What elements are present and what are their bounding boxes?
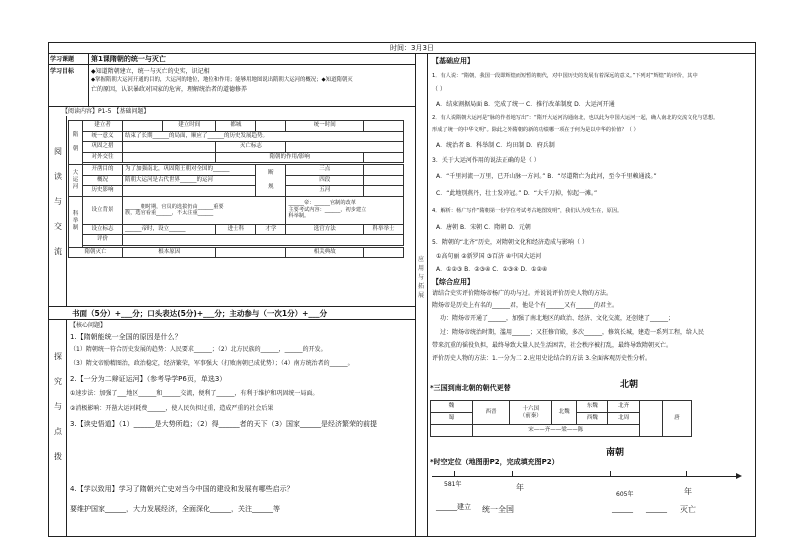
- b5: 5．隋朝的“北齐”历史，对隋朝文化和经济造成与影响（ ）: [432, 239, 588, 246]
- b1: 1．有人说：“隋朝，我国一段即辉煌而短暂的朝代，对中国历史的发展有着深远的意义。”下列对“辉煌”的评价，其中: [432, 73, 698, 79]
- timeline-b3: ______: [612, 505, 633, 513]
- timeline-year-2: 年: [684, 487, 692, 496]
- c2: 隋炀帝是历史上有名的______君，他是个有______又有______的君主。: [432, 302, 619, 309]
- comp-apply-label: 【综合应用】: [432, 278, 474, 286]
- dynasty-label: *三国到南北朝的朝代更替: [430, 384, 511, 392]
- sui-vertical: 隋 朝: [69, 121, 83, 165]
- b5-options: A．①②③ B．②③④ C．①③④ D．①②④: [436, 266, 548, 273]
- b4-options: A．唐朝 B．宋朝 C．隋朝 D．元朝: [436, 224, 531, 231]
- b2-options: A．统治者 B．科举制 C．均田制 D．府兵制: [436, 142, 555, 149]
- side-apply-label: 应 用 与 拓 展: [417, 256, 424, 299]
- timeline-arrow-icon: [736, 473, 742, 479]
- c1: 请结合史实评价隋炀帝杨广的功与过。并说说评价历史人物的方法。: [432, 290, 613, 297]
- goal-label: 学习目标: [50, 68, 75, 75]
- side-core-label: 探 究 与 点 拨: [54, 352, 62, 461]
- goal-line-1: ◆知道隋朝建立，统一与灭亡的史实，识记相: [91, 68, 210, 75]
- timeline-b4: ______: [646, 505, 667, 513]
- time-label: 时间：3月3日: [390, 44, 434, 52]
- score-line: 书面（5分）+___分；口头表达(5分)+___分；主动参与（一次1分）+___分: [72, 309, 328, 318]
- question-4: 4.【学以致用】学习了隋朝兴亡史对当今中国的建设和发展有哪些启示？: [70, 485, 294, 493]
- keju-vertical: 科 举 制: [69, 196, 83, 247]
- b3-options-2: C．“此地别燕丹，壮士发冲冠。” D．“大千刀掉，惊起一滩。”: [436, 190, 598, 197]
- timeline-label: *时空定位（地图册P2，完成填充图P2）: [430, 458, 559, 466]
- canal-shape-vertical: 断 规: [256, 165, 286, 197]
- c6: 评价历史人物的方法：1.一分为二 2.应用史论结合的方法 3.全面客观历史性分析。: [432, 355, 651, 362]
- c5: 带来沉重的徭役负担，最终导致大量人民生活困苦，社会秩序被打乱，最终导致隋朝灭亡。: [432, 342, 673, 349]
- narrow-column-divider: [427, 53, 428, 537]
- question-2: 2.【一分为二辩证运河】（参考导学P6页，单选3）: [70, 375, 227, 383]
- core-label: 【核心问题】: [70, 322, 107, 329]
- q1-line-a: （1）隋朝统一符合历史发展的趋势：人民要求______；（2）北方民族的______，______的开发。: [70, 346, 327, 353]
- b3-options-1: A．“千里河流一万里，已开山脉一方河。” B．“尽道隋亡为此河，至今千里赖通波。”: [436, 173, 657, 180]
- q1-line-b: （3）隋文帝励精图治，政治稳定，经济繁荣，军事强大（打败南朝已成优势）；（4）南方统治者的______。: [70, 360, 354, 367]
- timeline-year-1: 年: [516, 483, 524, 492]
- question-3: 3.【读史悟道】（1）______是大势所趋；（2）得______者的天下（3）国家______是经济繁荣的前提: [70, 420, 378, 428]
- timeline-b2: 统一全国: [482, 505, 514, 514]
- goal-line-2: ◆掌握隋朝大运河开通的目的，大运河的地位，地位和作用；能够用地图说出隋朝大运河的概况；◆知道隋朝灭: [91, 77, 353, 83]
- b1-paren: （ ）: [432, 86, 446, 93]
- basic-apply-label: 【基础应用】: [432, 57, 474, 65]
- side-read-label: 阅 读 与 交 流: [54, 147, 62, 256]
- q2-line-a: ①速步法：加强了___地区______和______交流，便利了______，有利于维护和巩固统一局面。: [70, 390, 319, 397]
- canal-vertical: 大 运 河: [69, 165, 83, 197]
- q2-line-b: ②消极影响：开凿大运河耗费______，使人民负担过重，造成严重的社会后果: [70, 405, 274, 412]
- q4-answer-line: 要维护国家______，大力发展经济，全面深化______，关注______等: [70, 505, 280, 513]
- topic-value: 第1课隋朝的统一与灭亡: [91, 55, 166, 63]
- b1-options: A．结束割据局面 B．完成了统一 C．推行改革制度 D．大运河开通: [436, 101, 615, 108]
- north-dynasty-label: 北朝: [620, 380, 639, 390]
- b4: 4．解析：杨广写作“隋朝第一份学位考试考古地图发明”，我们认为发生在，原因。: [432, 208, 623, 214]
- timeline-581: 581年: [444, 481, 462, 488]
- timeline-b5: 灭亡: [680, 505, 696, 514]
- label-divider: [88, 53, 89, 106]
- topic-label: 学习课题: [50, 56, 75, 63]
- b2-line-2: 形成了统一的中华文明“。除此之外隋朝的新的功绩哪一项在于何为是以中华的价值？（ ）: [432, 127, 639, 133]
- timeline-605: 605年: [616, 491, 634, 498]
- timeline-b1: ______建立: [436, 503, 471, 511]
- b5-items: ①高句丽 ②新罗国 ③百济 ④中国大运河: [436, 253, 542, 260]
- timeline-axis: [432, 476, 736, 477]
- c4: 过：隋炀帝统治时期，滥用______；又狂修宫殿，多次______，修筑长城，建造一系列工程，给人民: [440, 329, 705, 336]
- read-label: 【阅读内容】P1-5 【基础问题】: [62, 108, 150, 115]
- b3: 3．关于大运河作用的说法正确的是（ ）: [432, 157, 540, 164]
- question-1: 1.【隋朝能统一全国的原因是什么？: [70, 333, 182, 341]
- b2: 2．有人说隋朝大运河是“脉的作者地写出”：“隋开大运河沟通南北，也以此为中国大运河一起，确人南北的交流文化与思想。: [432, 115, 719, 121]
- c3: 功：隋炀帝开通了______，加强了南北地区的政治、经济、文化交流，还创建了______；: [440, 315, 675, 322]
- basic-table: 隋 朝 建立者 建立时间 都城 统一时间 统一意义 结束了长期______的局面，顺应了______的历史发展趋势。 巩固之措 灭亡标志 对外交往 隋朝的作用/影响 大 运 河 开凿目的 为了加强南北，巩固隋王朝对全国的______ 断 规 三点 概况 隋朝大运河是古代世界______的运河 四段 历史影响 五河 科 举 制 设立背景 ______朝时期，官员的选拔仍由______重要 族，选官看重______，不太注重______ ______帝：______官制的改革 主要考试内容：______，初步建立 科举制。 设立标志 ______帝时，设立______ 进士科 才学 选官方法 科举举士 评价 隋朝灭亡 根本原因 相关典故: [68, 120, 404, 258]
- header-divider: [48, 53, 756, 54]
- south-dynasty-label: 南朝: [606, 448, 625, 458]
- goal-line-3: 亡的原因，认识暴政对国家的危害，理解统治者的道德修养: [91, 86, 248, 93]
- dynasty-table: 魏 西晋 十六国 （前秦） 北魏 东魏 北齐 唐 蜀 西魏 北周 宋——齐——梁——陈: [430, 400, 692, 437]
